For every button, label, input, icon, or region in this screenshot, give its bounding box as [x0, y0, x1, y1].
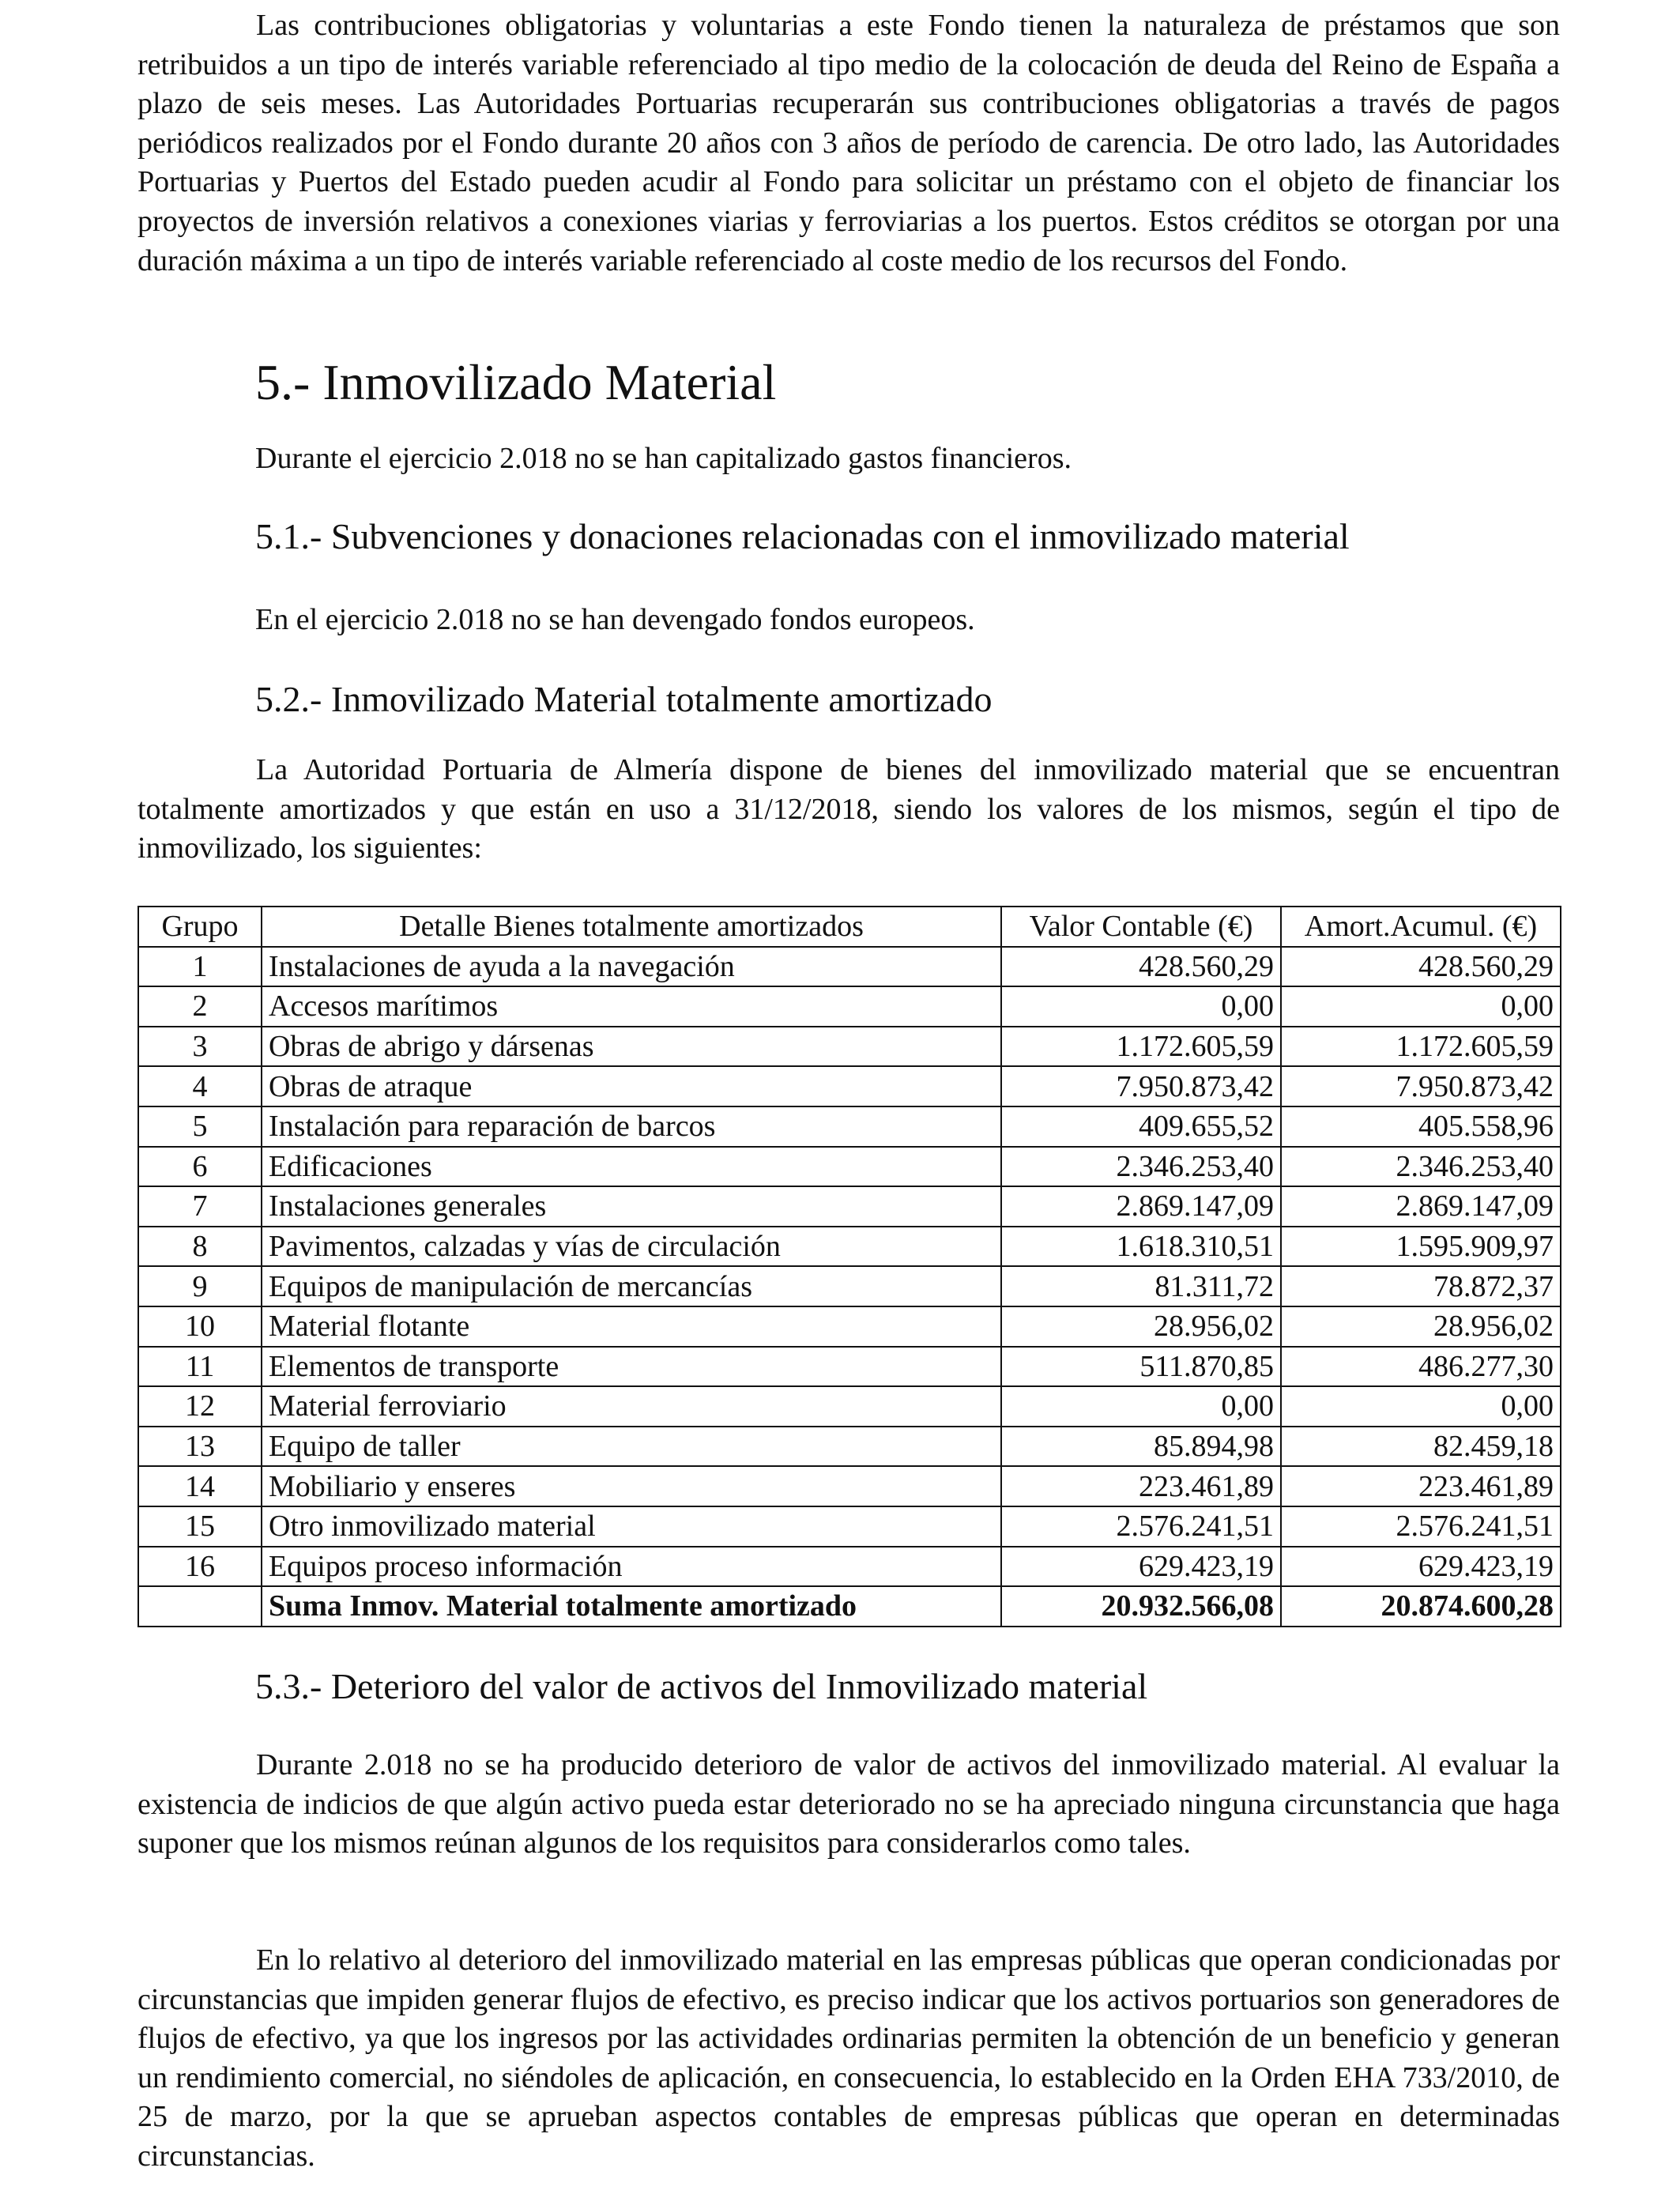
section-5-3-paragraph-1: Durante 2.018 no se ha producido deterioro de valor de activos del inmovilizado material. Al evaluar la existencia de indicios de que algún activo pueda estar deteriorado no se ha apreciado ninguna circunstancia que haga suponer que los mismos reúnan algunos de los requisitos para considerarlos como tales.	[137, 1748, 1560, 1860]
cell-amort-acumul: 2.346.253,40	[1281, 1147, 1561, 1187]
table-row	[138, 1427, 1561, 1467]
cell-valor-contable: 7.950.873,42	[1001, 1066, 1281, 1106]
cell-grupo: 15	[138, 1506, 262, 1547]
cell-detalle: Accesos marítimos	[262, 986, 1001, 1027]
table-row	[138, 986, 1561, 1027]
cell-valor-contable: 2.869.147,09	[1001, 1186, 1281, 1227]
cell-grupo: 3	[138, 1027, 262, 1067]
cell-detalle: Otro inmovilizado material	[262, 1506, 1001, 1547]
section-5-3-paragraph-2: En lo relativo al deterioro del inmovilizado material en las empresas públicas que operan condicionadas por circunstancias que impiden generar flujos de efectivo, es preciso indicar que los activos portuarios son generadores de flujos de efectivo, ya que los ingresos por las actividades ordinarias permiten la obtención de un beneficio y generan un rendimiento comercial, no siéndoles de aplicación, en consecuencia, lo establecido en la Orden EHA 733/2010, de 25 de marzo, por la que se aprueban aspectos contables de empresas públicas que operan en determinadas circunstancias.	[137, 1943, 1560, 2173]
cell-valor-contable: 2.346.253,40	[1001, 1147, 1281, 1187]
cell-detalle: Equipos de manipulación de mercancías	[262, 1266, 1001, 1306]
cell-amort-acumul: 0,00	[1281, 1386, 1561, 1427]
cell-grupo: 11	[138, 1347, 262, 1387]
cell-valor-contable: 85.894,98	[1001, 1427, 1281, 1467]
table-row	[138, 1066, 1561, 1106]
cell-detalle: Equipo de taller	[262, 1427, 1001, 1467]
section-5-1-text: En el ejercicio 2.018 no se han devengado fondos europeos.	[255, 603, 975, 636]
cell-amort-acumul: 405.558,96	[1281, 1106, 1561, 1147]
table-row	[138, 1466, 1561, 1506]
cell-detalle: Pavimentos, calzadas y vías de circulación	[262, 1227, 1001, 1267]
cell-valor-contable: 629.423,19	[1001, 1547, 1281, 1587]
cell-valor-contable: 0,00	[1001, 1386, 1281, 1427]
cell-amort-acumul: 1.595.909,97	[1281, 1227, 1561, 1267]
total-cell-grupo	[138, 1586, 262, 1627]
cell-grupo: 10	[138, 1306, 262, 1347]
cell-grupo: 2	[138, 986, 262, 1027]
table-row	[138, 1306, 1561, 1347]
section-5-text: Durante el ejercicio 2.018 no se han capitalizado gastos financieros.	[255, 442, 1072, 475]
table-row	[138, 1106, 1561, 1147]
cell-amort-acumul: 629.423,19	[1281, 1547, 1561, 1587]
cell-amort-acumul: 78.872,37	[1281, 1266, 1561, 1306]
cell-amort-acumul: 2.869.147,09	[1281, 1186, 1561, 1227]
header-amort-acumul: Amort.Acumul. (€)	[1281, 907, 1561, 947]
table-row	[138, 1186, 1561, 1227]
total-cell-detalle: Suma Inmov. Material totalmente amortizado	[262, 1586, 1001, 1627]
cell-amort-acumul: 486.277,30	[1281, 1347, 1561, 1387]
table-row	[138, 1347, 1561, 1387]
cell-detalle: Material ferroviario	[262, 1386, 1001, 1427]
cell-detalle: Instalaciones generales	[262, 1186, 1001, 1227]
cell-valor-contable: 28.956,02	[1001, 1306, 1281, 1347]
header-grupo: Grupo	[138, 907, 262, 947]
cell-detalle: Material flotante	[262, 1306, 1001, 1347]
cell-valor-contable: 81.311,72	[1001, 1266, 1281, 1306]
table-body	[138, 947, 1561, 1627]
table-row	[138, 1027, 1561, 1067]
cell-grupo: 1	[138, 947, 262, 987]
section-5-1-title: 5.1.- Subvenciones y donaciones relacionadas con el inmovilizado material	[255, 516, 1350, 556]
table-total-row	[138, 1586, 1561, 1627]
cell-amort-acumul: 0,00	[1281, 986, 1561, 1027]
cell-amort-acumul: 1.172.605,59	[1281, 1027, 1561, 1067]
table-row	[138, 947, 1561, 987]
cell-grupo: 9	[138, 1266, 262, 1306]
cell-valor-contable: 2.576.241,51	[1001, 1506, 1281, 1547]
table-row	[138, 1147, 1561, 1187]
cell-detalle: Mobiliario y enseres	[262, 1466, 1001, 1506]
section-5-2-text: La Autoridad Portuaria de Almería dispone de bienes del inmovilizado material que se encuentran totalmente amortizados y que están en uso a 31/12/2018, siendo los valores de los mismos, según el tipo de inmovilizado, los siguientes:	[137, 753, 1560, 865]
cell-detalle: Equipos proceso información	[262, 1547, 1001, 1587]
section-5-title: 5.- Inmovilizado Material	[255, 354, 777, 410]
cell-detalle: Edificaciones	[262, 1147, 1001, 1187]
cell-valor-contable: 0,00	[1001, 986, 1281, 1027]
table-header-row	[138, 907, 1561, 947]
table-row	[138, 1227, 1561, 1267]
total-cell-valor-contable: 20.932.566,08	[1001, 1586, 1281, 1627]
cell-valor-contable: 1.172.605,59	[1001, 1027, 1281, 1067]
table-row	[138, 1386, 1561, 1427]
cell-amort-acumul: 2.576.241,51	[1281, 1506, 1561, 1547]
header-valor-contable: Valor Contable (€)	[1001, 907, 1281, 947]
cell-grupo: 16	[138, 1547, 262, 1587]
cell-grupo: 13	[138, 1427, 262, 1467]
cell-grupo: 14	[138, 1466, 262, 1506]
cell-valor-contable: 1.618.310,51	[1001, 1227, 1281, 1267]
cell-detalle: Instalación para reparación de barcos	[262, 1106, 1001, 1147]
cell-detalle: Obras de abrigo y dársenas	[262, 1027, 1001, 1067]
section-5-3-title: 5.3.- Deterioro del valor de activos del Inmovilizado material	[255, 1666, 1148, 1706]
cell-grupo: 4	[138, 1066, 262, 1106]
cell-detalle: Obras de atraque	[262, 1066, 1001, 1106]
cell-amort-acumul: 428.560,29	[1281, 947, 1561, 987]
cell-detalle: Instalaciones de ayuda a la navegación	[262, 947, 1001, 987]
cell-amort-acumul: 223.461,89	[1281, 1466, 1561, 1506]
cell-grupo: 6	[138, 1147, 262, 1187]
section-5-2-title: 5.2.- Inmovilizado Material totalmente amortizado	[255, 679, 993, 719]
cell-grupo: 8	[138, 1227, 262, 1267]
table-row	[138, 1266, 1561, 1306]
intro-paragraph: Las contribuciones obligatorias y voluntarias a este Fondo tienen la naturaleza de préstamos que son retribuidos a un tipo de interés variable referenciado al tipo medio de la colocación de deuda del Reino de España a plazo de seis meses. Las Autoridades Portuarias recuperarán sus contribuciones obligatorias a través de pagos periódicos realizados por el Fondo durante 20 años con 3 años de período de carencia. De otro lado, las Autoridades Portuarias y Puertos del Estado pueden acudir al Fondo para solicitar un préstamo con el objeto de financiar los proyectos de inversión relativos a conexiones viarias y ferroviarias a los puertos. Estos créditos se otorgan por una duración máxima a un tipo de interés variable referenciado al coste medio de los recursos del Fondo.	[137, 9, 1560, 277]
header-detalle: Detalle Bienes totalmente amortizados	[262, 907, 1001, 947]
cell-valor-contable: 409.655,52	[1001, 1106, 1281, 1147]
cell-grupo: 5	[138, 1106, 262, 1147]
cell-valor-contable: 511.870,85	[1001, 1347, 1281, 1387]
table-row	[138, 1506, 1561, 1547]
total-cell-amort-acumul: 20.874.600,28	[1281, 1586, 1561, 1627]
fully-amortized-assets-table	[137, 906, 1561, 1627]
cell-amort-acumul: 82.459,18	[1281, 1427, 1561, 1467]
cell-valor-contable: 223.461,89	[1001, 1466, 1281, 1506]
cell-valor-contable: 428.560,29	[1001, 947, 1281, 987]
cell-grupo: 12	[138, 1386, 262, 1427]
cell-grupo: 7	[138, 1186, 262, 1227]
cell-amort-acumul: 7.950.873,42	[1281, 1066, 1561, 1106]
cell-detalle: Elementos de transporte	[262, 1347, 1001, 1387]
table-row	[138, 1547, 1561, 1587]
cell-amort-acumul: 28.956,02	[1281, 1306, 1561, 1347]
